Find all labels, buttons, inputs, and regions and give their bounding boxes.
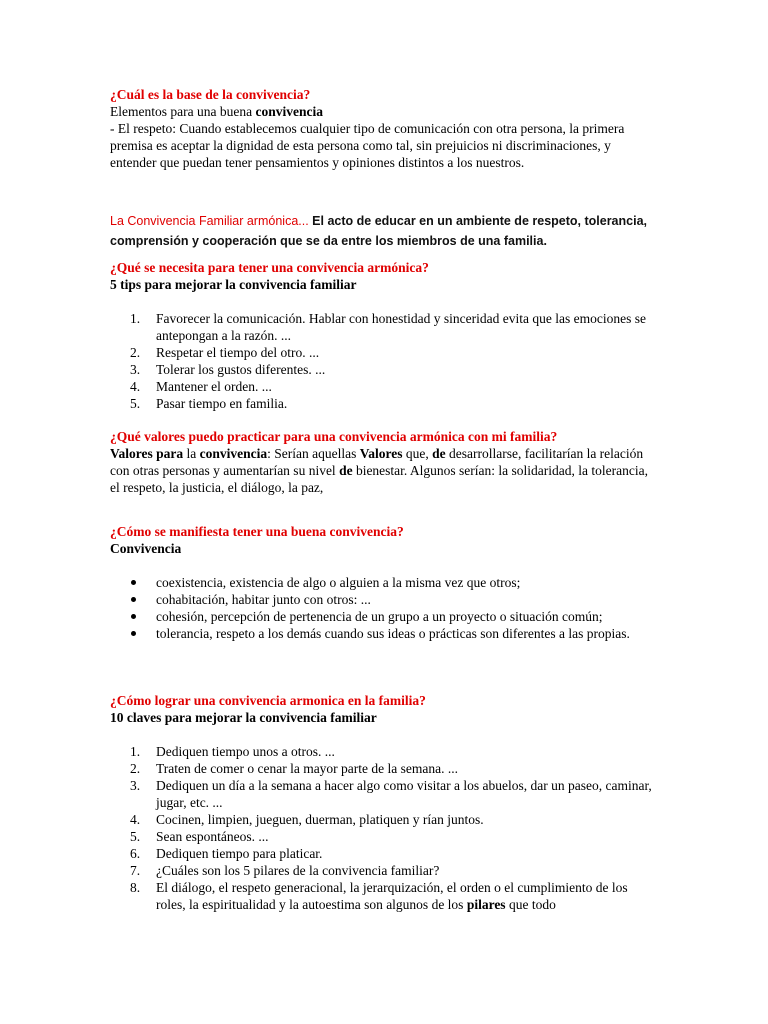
list-item bbox=[110, 828, 660, 845]
list-text: coexistencia, existencia de algo o alguien a la misma vez que otros; bbox=[156, 575, 521, 590]
list-text: cohesión, percepción de pertenencia de un grupo a un proyecto o situación común; bbox=[156, 609, 603, 624]
bullet-icon bbox=[131, 631, 136, 636]
body-text: : Serían aquellas bbox=[267, 446, 360, 461]
subheading-10-claves: 10 claves para mejorar la convivencia familiar bbox=[110, 710, 377, 725]
list-number: 5. bbox=[130, 396, 141, 411]
list-number: 8. bbox=[130, 880, 141, 895]
list-item bbox=[110, 395, 660, 412]
list-text: Dediquen tiempo para platicar. bbox=[156, 846, 323, 861]
tips-list bbox=[110, 310, 660, 412]
list-item bbox=[110, 625, 660, 642]
list-number: 1. bbox=[130, 311, 141, 326]
claves-list bbox=[110, 743, 660, 913]
list-text: Pasar tiempo en familia. bbox=[156, 396, 288, 411]
body-text: que, bbox=[402, 446, 433, 461]
list-number: 2. bbox=[130, 761, 141, 776]
bold-text: de bbox=[339, 463, 353, 478]
section-valores bbox=[110, 428, 660, 496]
bullet-icon bbox=[131, 597, 136, 602]
list-text: cohabitación, habitar junto con otros: ... bbox=[156, 592, 371, 607]
list-item bbox=[110, 845, 660, 862]
subheading-convivencia: Convivencia bbox=[110, 541, 182, 556]
list-text: Cocinen, limpien, jueguen, duerman, platiquen y rían juntos. bbox=[156, 812, 484, 827]
heading-valores: ¿Qué valores puedo practicar para una convivencia armónica con mi familia? bbox=[110, 429, 558, 444]
list-item bbox=[110, 743, 660, 760]
list-text: Dediquen un día a la semana a hacer algo como visitar a los abuelos, dar un paseo, caminar, jugar, etc. ... bbox=[156, 778, 652, 810]
bold-text: Valores para bbox=[110, 446, 184, 461]
highlight-title: La Convivencia Familiar armónica... bbox=[110, 214, 309, 228]
list-number: 7. bbox=[130, 863, 141, 878]
list-item bbox=[110, 879, 660, 913]
list-item bbox=[110, 344, 660, 361]
list-text: Tolerar los gustos diferentes. ... bbox=[156, 362, 326, 377]
body-text: desarrollarse, facilitarían la relación con otras personas y aumentarían su nivel bbox=[110, 446, 644, 478]
bold-text: convivencia bbox=[199, 446, 268, 461]
section-convivencia-armonica bbox=[110, 259, 660, 412]
list-text: Traten de comer o cenar la mayor parte de la semana. ... bbox=[156, 761, 458, 776]
list-number: 3. bbox=[130, 778, 141, 793]
section-lograr-convivencia bbox=[110, 692, 660, 913]
subheading-elementos bbox=[110, 103, 660, 120]
bold-text: Valores bbox=[359, 446, 403, 461]
paragraph-convivencia-familiar bbox=[110, 211, 660, 251]
list-text: El diálogo, el respeto generacional, la jerarquización, el orden o el cumplimiento de los roles, la espiritualidad y la autoestima son algunos de los bbox=[156, 880, 628, 912]
list-text: Sean espontáneos. ... bbox=[156, 829, 269, 844]
list-number: 3. bbox=[130, 362, 141, 377]
convivencia-bullet-list bbox=[110, 574, 660, 642]
list-text: ¿Cuáles son los 5 pilares de la convivencia familiar? bbox=[156, 863, 440, 878]
list-item bbox=[110, 862, 660, 879]
list-text-tail: que todo bbox=[505, 897, 556, 912]
list-text: Mantener el orden. ... bbox=[156, 379, 272, 394]
list-item bbox=[110, 777, 660, 811]
list-item bbox=[110, 361, 660, 378]
body-text: la bbox=[183, 446, 200, 461]
body-text: bienestar. Algunos serían: la solidaridad, la tolerancia, el respeto, la justicia, el diálogo, la paz, bbox=[110, 463, 648, 495]
heading-buena-convivencia: ¿Cómo se manifiesta tener una buena convivencia? bbox=[110, 524, 404, 539]
bullet-icon bbox=[131, 614, 136, 619]
subheading-text: Elementos para una buena bbox=[110, 104, 256, 119]
list-text: tolerancia, respeto a los demás cuando sus ideas o prácticas son diferentes a las propias. bbox=[156, 626, 630, 641]
paragraph-respeto: - El respeto: Cuando establecemos cualquier tipo de comunicación con otra persona, la primera premisa es aceptar la dignidad de esta persona como tal, sin prejuicios ni discriminaciones, y entender que puedan tener pensamientos y opiniones distintos a los nuestros. bbox=[110, 121, 625, 170]
list-item bbox=[110, 378, 660, 395]
list-number: 4. bbox=[130, 379, 141, 394]
list-item bbox=[110, 760, 660, 777]
section-buena-convivencia bbox=[110, 523, 660, 642]
list-number: 5. bbox=[130, 829, 141, 844]
section-convivencia-familiar bbox=[110, 211, 660, 251]
heading-convivencia-armonica: ¿Qué se necesita para tener una convivencia armónica? bbox=[110, 260, 429, 275]
list-item bbox=[110, 591, 660, 608]
section-base-convivencia bbox=[110, 86, 660, 171]
bold-text: de bbox=[432, 446, 446, 461]
list-item bbox=[110, 574, 660, 591]
paragraph-valores bbox=[110, 445, 660, 496]
list-item bbox=[110, 608, 660, 625]
heading-lograr-convivencia: ¿Cómo lograr una convivencia armonica en la familia? bbox=[110, 693, 426, 708]
list-number: 6. bbox=[130, 846, 141, 861]
list-item bbox=[110, 310, 660, 344]
definition-text: El acto de educar en un ambiente de respeto, tolerancia, comprensión y cooperación que se da entre los miembros de una familia. bbox=[110, 214, 647, 248]
list-number: 1. bbox=[130, 744, 141, 759]
subheading-5-tips: 5 tips para mejorar la convivencia familiar bbox=[110, 277, 357, 292]
list-number: 2. bbox=[130, 345, 141, 360]
list-number: 4. bbox=[130, 812, 141, 827]
list-bold-text: pilares bbox=[466, 897, 506, 912]
list-item bbox=[110, 811, 660, 828]
list-text: Favorecer la comunicación. Hablar con honestidad y sinceridad evita que las emociones se antepongan a la razón. ... bbox=[156, 311, 646, 343]
list-text: Dediquen tiempo unos a otros. ... bbox=[156, 744, 335, 759]
bullet-icon bbox=[131, 580, 136, 585]
heading-base-convivencia: ¿Cuál es la base de la convivencia? bbox=[110, 87, 311, 102]
list-text: Respetar el tiempo del otro. ... bbox=[156, 345, 320, 360]
subheading-bold: convivencia bbox=[255, 104, 323, 119]
